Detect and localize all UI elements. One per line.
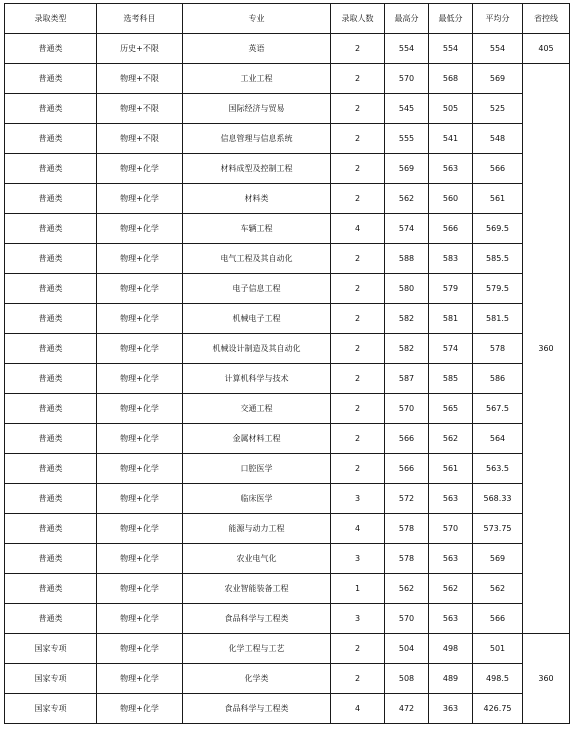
cell-min-score: 563	[429, 604, 473, 634]
table-row	[5, 394, 570, 424]
cell-max-score: 555	[385, 124, 429, 154]
cell-major: 机械电子工程	[183, 304, 331, 334]
table-row	[5, 154, 570, 184]
cell-admission-type: 普通类	[5, 154, 97, 184]
cell-min-score: 579	[429, 274, 473, 304]
cell-max-score: 562	[385, 574, 429, 604]
cell-subjects: 物理+化学	[97, 424, 183, 454]
cell-max-score: 570	[385, 604, 429, 634]
cell-count: 2	[331, 154, 385, 184]
cell-admission-type: 普通类	[5, 244, 97, 274]
cell-max-score: 574	[385, 214, 429, 244]
cell-max-score: 566	[385, 454, 429, 484]
cell-major: 工业工程	[183, 64, 331, 94]
table-row	[5, 424, 570, 454]
cell-avg-score: 548	[473, 124, 523, 154]
cell-avg-score: 579.5	[473, 274, 523, 304]
table-row	[5, 214, 570, 244]
cell-admission-type: 普通类	[5, 334, 97, 364]
table-row	[5, 694, 570, 724]
cell-max-score: 582	[385, 304, 429, 334]
cell-avg-score: 563.5	[473, 454, 523, 484]
cell-major: 农业智能装备工程	[183, 574, 331, 604]
cell-major: 金属材料工程	[183, 424, 331, 454]
table-row	[5, 634, 570, 664]
cell-subjects: 物理+化学	[97, 214, 183, 244]
cell-subjects: 历史+不限	[97, 34, 183, 64]
cell-avg-score: 567.5	[473, 394, 523, 424]
cell-subjects: 物理+化学	[97, 634, 183, 664]
cell-max-score: 472	[385, 694, 429, 724]
cell-count: 2	[331, 634, 385, 664]
table-row	[5, 664, 570, 694]
cell-subjects: 物理+化学	[97, 664, 183, 694]
cell-avg-score: 586	[473, 364, 523, 394]
cell-subjects: 物理+化学	[97, 484, 183, 514]
cell-admission-type: 普通类	[5, 94, 97, 124]
cell-major: 材料类	[183, 184, 331, 214]
cell-major: 食品科学与工程类	[183, 694, 331, 724]
cell-min-score: 554	[429, 34, 473, 64]
cell-subjects: 物理+化学	[97, 304, 183, 334]
cell-control-line: 360	[523, 64, 570, 634]
cell-subjects: 物理+化学	[97, 694, 183, 724]
cell-min-score: 541	[429, 124, 473, 154]
cell-count: 2	[331, 274, 385, 304]
header-admission-type: 录取类型	[5, 4, 97, 34]
cell-subjects: 物理+化学	[97, 544, 183, 574]
table-row	[5, 514, 570, 544]
cell-subjects: 物理+化学	[97, 604, 183, 634]
cell-min-score: 498	[429, 634, 473, 664]
cell-min-score: 585	[429, 364, 473, 394]
cell-count: 4	[331, 694, 385, 724]
cell-max-score: 570	[385, 64, 429, 94]
cell-avg-score: 585.5	[473, 244, 523, 274]
cell-admission-type: 普通类	[5, 124, 97, 154]
cell-count: 2	[331, 64, 385, 94]
cell-min-score: 583	[429, 244, 473, 274]
cell-admission-type: 普通类	[5, 454, 97, 484]
cell-major: 机械设计制造及其自动化	[183, 334, 331, 364]
cell-min-score: 561	[429, 454, 473, 484]
table-row	[5, 574, 570, 604]
cell-admission-type: 国家专项	[5, 664, 97, 694]
header-count: 录取人数	[331, 4, 385, 34]
cell-count: 2	[331, 364, 385, 394]
cell-max-score: 562	[385, 184, 429, 214]
header-avg-score: 平均分	[473, 4, 523, 34]
cell-major: 临床医学	[183, 484, 331, 514]
cell-admission-type: 普通类	[5, 364, 97, 394]
cell-admission-type: 国家专项	[5, 694, 97, 724]
cell-admission-type: 普通类	[5, 544, 97, 574]
cell-avg-score: 561	[473, 184, 523, 214]
table-row	[5, 484, 570, 514]
header-row	[5, 4, 570, 34]
table-row	[5, 184, 570, 214]
cell-max-score: 570	[385, 394, 429, 424]
cell-admission-type: 普通类	[5, 484, 97, 514]
cell-admission-type: 普通类	[5, 34, 97, 64]
cell-major: 英语	[183, 34, 331, 64]
cell-count: 3	[331, 604, 385, 634]
cell-major: 能源与动力工程	[183, 514, 331, 544]
table-row	[5, 454, 570, 484]
cell-max-score: 569	[385, 154, 429, 184]
cell-count: 2	[331, 394, 385, 424]
cell-min-score: 505	[429, 94, 473, 124]
cell-subjects: 物理+化学	[97, 454, 183, 484]
cell-admission-type: 普通类	[5, 514, 97, 544]
cell-max-score: 554	[385, 34, 429, 64]
cell-max-score: 572	[385, 484, 429, 514]
cell-major: 计算机科学与技术	[183, 364, 331, 394]
cell-count: 4	[331, 214, 385, 244]
cell-major: 国际经济与贸易	[183, 94, 331, 124]
cell-admission-type: 普通类	[5, 184, 97, 214]
header-min-score: 最低分	[429, 4, 473, 34]
cell-major: 电气工程及其自动化	[183, 244, 331, 274]
cell-min-score: 562	[429, 424, 473, 454]
cell-count: 2	[331, 124, 385, 154]
table-row	[5, 334, 570, 364]
cell-avg-score: 581.5	[473, 304, 523, 334]
cell-admission-type: 普通类	[5, 214, 97, 244]
cell-subjects: 物理+化学	[97, 364, 183, 394]
cell-avg-score: 569	[473, 64, 523, 94]
cell-control-line: 360	[523, 634, 570, 724]
cell-max-score: 588	[385, 244, 429, 274]
cell-max-score: 545	[385, 94, 429, 124]
table-row	[5, 304, 570, 334]
table-row	[5, 64, 570, 94]
cell-count: 2	[331, 184, 385, 214]
cell-admission-type: 普通类	[5, 394, 97, 424]
cell-count: 2	[331, 94, 385, 124]
header-max-score: 最高分	[385, 4, 429, 34]
header-subjects: 选考科目	[97, 4, 183, 34]
cell-count: 2	[331, 304, 385, 334]
header-major: 专业	[183, 4, 331, 34]
cell-count: 2	[331, 334, 385, 364]
cell-avg-score: 578	[473, 334, 523, 364]
cell-avg-score: 562	[473, 574, 523, 604]
cell-min-score: 570	[429, 514, 473, 544]
cell-avg-score: 569	[473, 544, 523, 574]
cell-admission-type: 普通类	[5, 604, 97, 634]
cell-avg-score: 501	[473, 634, 523, 664]
cell-count: 4	[331, 514, 385, 544]
cell-subjects: 物理+化学	[97, 574, 183, 604]
cell-major: 化学工程与工艺	[183, 634, 331, 664]
cell-subjects: 物理+不限	[97, 94, 183, 124]
cell-max-score: 578	[385, 514, 429, 544]
cell-major: 交通工程	[183, 394, 331, 424]
cell-major: 食品科学与工程类	[183, 604, 331, 634]
table-row	[5, 244, 570, 274]
cell-max-score: 566	[385, 424, 429, 454]
cell-max-score: 580	[385, 274, 429, 304]
cell-major: 材料成型及控制工程	[183, 154, 331, 184]
cell-count: 2	[331, 34, 385, 64]
cell-max-score: 508	[385, 664, 429, 694]
cell-subjects: 物理+化学	[97, 154, 183, 184]
table-row	[5, 124, 570, 154]
cell-count: 3	[331, 544, 385, 574]
cell-avg-score: 566	[473, 604, 523, 634]
cell-admission-type: 普通类	[5, 64, 97, 94]
cell-max-score: 587	[385, 364, 429, 394]
table-row	[5, 274, 570, 304]
cell-admission-type: 普通类	[5, 574, 97, 604]
cell-subjects: 物理+化学	[97, 334, 183, 364]
cell-major: 电子信息工程	[183, 274, 331, 304]
table-row	[5, 94, 570, 124]
cell-avg-score: 568.33	[473, 484, 523, 514]
cell-major: 化学类	[183, 664, 331, 694]
cell-count: 1	[331, 574, 385, 604]
cell-max-score: 582	[385, 334, 429, 364]
cell-avg-score: 569.5	[473, 214, 523, 244]
cell-admission-type: 普通类	[5, 274, 97, 304]
cell-avg-score: 566	[473, 154, 523, 184]
admission-table	[4, 3, 570, 724]
cell-avg-score: 426.75	[473, 694, 523, 724]
cell-admission-type: 国家专项	[5, 634, 97, 664]
cell-count: 2	[331, 424, 385, 454]
cell-admission-type: 普通类	[5, 424, 97, 454]
cell-count: 3	[331, 484, 385, 514]
cell-control-line: 405	[523, 34, 570, 64]
cell-subjects: 物理+不限	[97, 64, 183, 94]
cell-min-score: 568	[429, 64, 473, 94]
cell-subjects: 物理+化学	[97, 244, 183, 274]
cell-min-score: 562	[429, 574, 473, 604]
cell-count: 2	[331, 664, 385, 694]
cell-avg-score: 564	[473, 424, 523, 454]
header-control-line: 省控线	[523, 4, 570, 34]
cell-min-score: 581	[429, 304, 473, 334]
cell-count: 2	[331, 454, 385, 484]
cell-min-score: 363	[429, 694, 473, 724]
cell-min-score: 560	[429, 184, 473, 214]
cell-subjects: 物理+化学	[97, 394, 183, 424]
cell-min-score: 563	[429, 484, 473, 514]
cell-avg-score: 554	[473, 34, 523, 64]
cell-subjects: 物理+化学	[97, 514, 183, 544]
cell-avg-score: 525	[473, 94, 523, 124]
cell-major: 口腔医学	[183, 454, 331, 484]
cell-major: 信息管理与信息系统	[183, 124, 331, 154]
table-row	[5, 364, 570, 394]
cell-count: 2	[331, 244, 385, 274]
table-body	[5, 34, 570, 724]
cell-admission-type: 普通类	[5, 304, 97, 334]
table-header	[5, 4, 570, 34]
cell-subjects: 物理+不限	[97, 124, 183, 154]
cell-avg-score: 498.5	[473, 664, 523, 694]
table-row	[5, 544, 570, 574]
cell-max-score: 578	[385, 544, 429, 574]
cell-major: 车辆工程	[183, 214, 331, 244]
table-row	[5, 604, 570, 634]
cell-subjects: 物理+化学	[97, 274, 183, 304]
cell-major: 农业电气化	[183, 544, 331, 574]
cell-subjects: 物理+化学	[97, 184, 183, 214]
table-row	[5, 34, 570, 64]
cell-avg-score: 573.75	[473, 514, 523, 544]
cell-min-score: 563	[429, 544, 473, 574]
cell-min-score: 565	[429, 394, 473, 424]
cell-min-score: 566	[429, 214, 473, 244]
cell-max-score: 504	[385, 634, 429, 664]
cell-min-score: 489	[429, 664, 473, 694]
cell-min-score: 563	[429, 154, 473, 184]
cell-min-score: 574	[429, 334, 473, 364]
